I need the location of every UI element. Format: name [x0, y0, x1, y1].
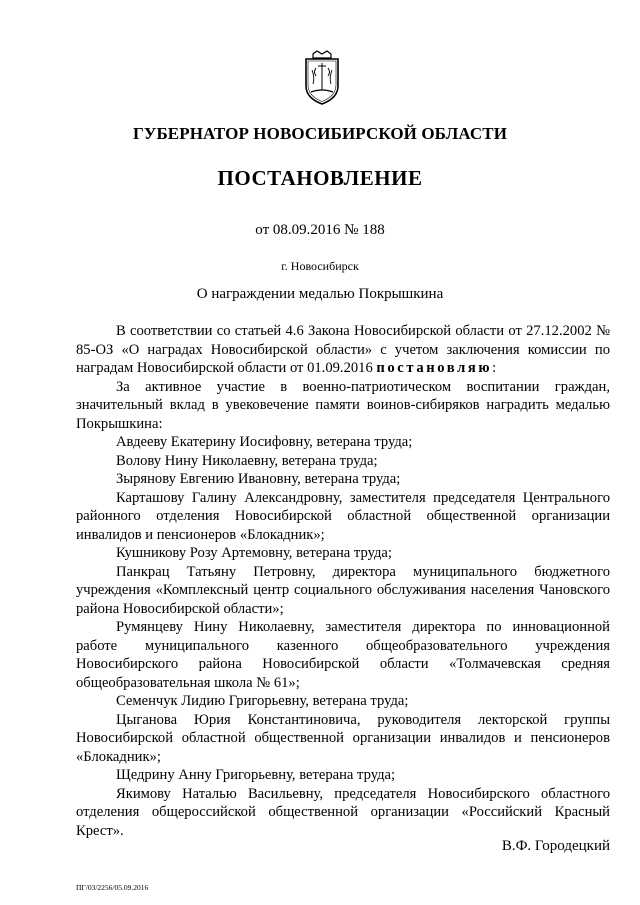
- date-number-line: от 08.09.2016 № 188: [255, 222, 385, 238]
- subject-line: О награждении медалью Покрышкина: [196, 286, 444, 302]
- decree-verb: постановляю: [376, 360, 493, 376]
- document-type-title: ПОСТАНОВЛЕНИЕ: [217, 166, 423, 190]
- document-body: [76, 322, 610, 840]
- awardee-item: Зырянову Евгению Ивановну, ветерана труда;: [116, 471, 401, 487]
- preamble-text: В соответствии со статьей 4.6 Закона Новосибирской области от 27.12.2002 № 85-ОЗ «О наградах Новосибирской области» с учетом заключения комиссии по наградам Новосибирской области от 01.09.2016: [76, 323, 610, 376]
- awardee-item: Волову Нину Николаевну, ветерана труда;: [116, 452, 378, 469]
- preamble-end: :: [492, 360, 497, 376]
- document-code: ПГ/03/2256/05.09.2016: [76, 883, 149, 892]
- intro-paragraph: За активное участие в военно-патриотическом воспитании граждан, значительный вклад в увековечение памяти воинов-сибиряков наградить медалью Покрышкина:: [76, 378, 610, 432]
- awardee-item: Авдееву Екатерину Иосифовну, ветерана труда;: [116, 434, 413, 450]
- awardee-item: Кушникову Розу Артемовну, ветерана труда;: [116, 545, 392, 561]
- awardee-item: Румянцеву Нину Николаевну, заместителя директора по инновационной работе муниципального казенного общеобразовательного учреждения Новосибирского района Новосибирской области «Толмачевская средняя общеобразовательная школа № 61»;: [76, 619, 610, 691]
- awardee-item: Якимову Наталью Васильевну, председателя Новосибирского областного отделения общероссийской общественной организации «Российский Красный Крест».: [76, 785, 610, 839]
- preamble-paragraph: [76, 322, 610, 378]
- coat-of-arms-icon: [303, 50, 341, 106]
- awardee-item: Панкрац Татьяну Петровну, директора муниципального бюджетного учреждения «Комплексный центр социального обслуживания населения Чановского района Новосибирской области»;: [76, 563, 610, 617]
- awardee-item: Семенчук Лидию Григорьевну, ветерана труда;: [116, 693, 409, 709]
- awardee-item: Карташову Галину Александровну, заместителя председателя Центрального районного отделения Новосибирской областной общественной организации инвалидов и пенсионеров «Блокадник»;: [76, 489, 610, 543]
- authority-title: ГУБЕРНАТОР НОВОСИБИРСКОЙ ОБЛАСТИ: [132, 124, 508, 143]
- awardee-item: Цыганова Юрия Константиновича, руководителя лекторской группы Новосибирской областной общественной организации инвалидов и пенсионеров «Блокадник»;: [76, 711, 610, 765]
- awardee-item: Щедрину Анну Григорьевну, ветерана труда;: [116, 767, 396, 783]
- signature-name: В.Ф. Городецкий: [501, 838, 610, 854]
- city-line: г. Новосибирск: [281, 259, 359, 273]
